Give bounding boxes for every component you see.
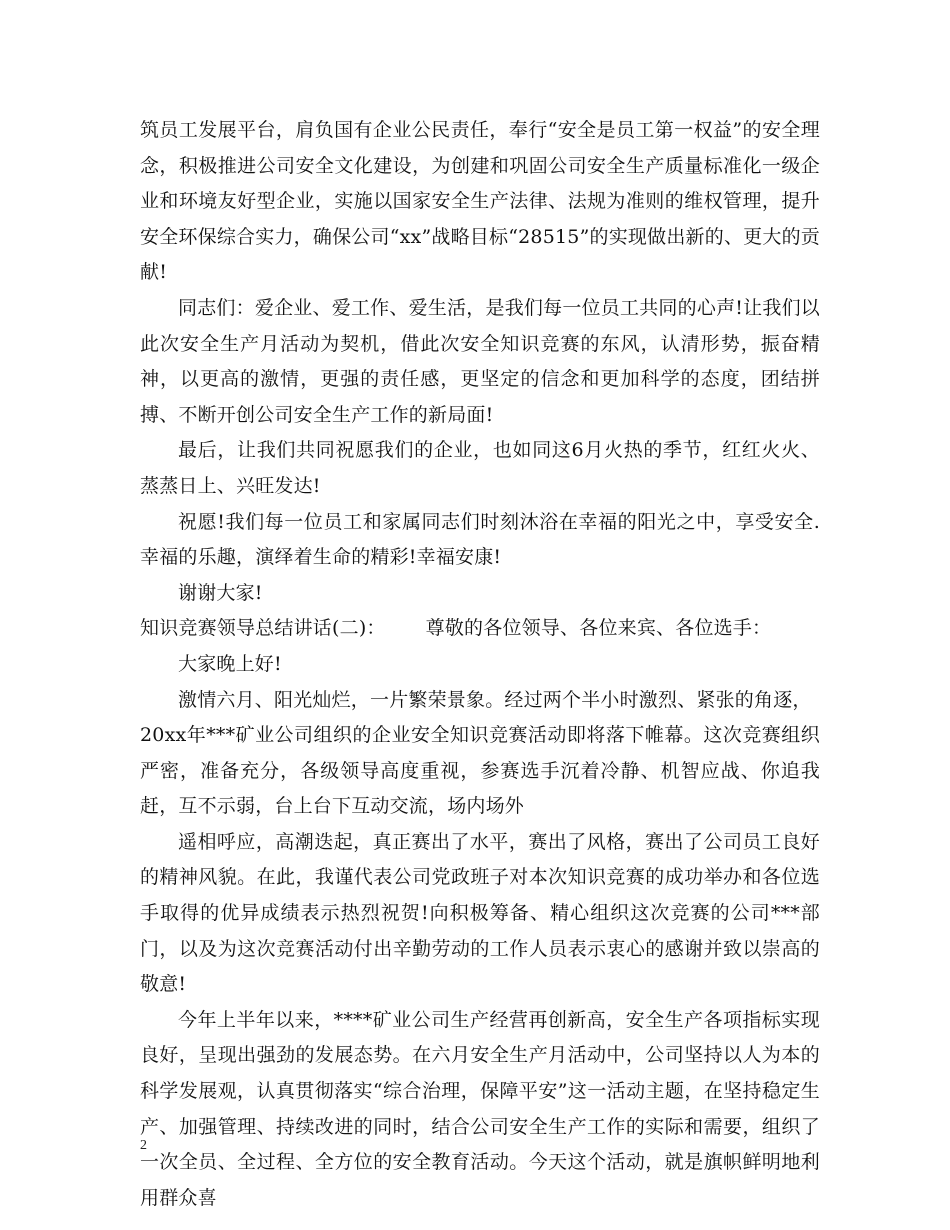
paragraph-comrades: 同志们：爱企业、爱工作、爱生活，是我们每一位员工共同的心声!让我们以此次安全生产月活动为契机，借此次安全知识竞赛的东风，认清形势，振奋精神，以更高的激情，更强的责任感，更坚定的信念和更加科学的态度，团结拼搏、不断开创公司安全生产工作的新局面! [140,296,820,426]
section-title: 知识竞赛领导总结讲话(二)： [140,617,386,640]
paragraph-june-passion: 激情六月、阳光灿烂，一片繁荣景象。经过两个半小时激烈、紧张的角逐， [178,688,812,711]
paragraph-finally: 最后，让我们共同祝愿我们的企业，也如同这6月火热的季节，红红火火、蒸蒸日上、兴旺发达! [140,439,820,497]
paragraph-congratulations: 遥相呼应，高潮迭起，真正赛出了水平，赛出了风格，赛出了公司员工良好的精神风貌。在此，我谨代表公司党政班子对本次知识竞赛的成功举办和各位选手取得的优异成绩表示热烈祝贺!向积极筹备、精心组织这次竞赛的公司***部门，以及为这次竞赛活动付出辛勤劳动的工作人员表示衷心的感谢并致以崇高的敬意! [140,830,820,996]
page-number: 2 [140,1138,147,1153]
paragraph-greeting: 大家晚上好! [178,652,282,675]
section-heading [140,611,820,647]
paragraph-thanks: 谢谢大家! [178,581,263,604]
section-salutation: 尊敬的各位领导、各位来宾、各位选手： [425,617,772,640]
paragraph-continued: 筑员工发展平台，肩负国有企业公民责任，奉行“安全是员工第一权益”的安全理念，积极推进公司安全文化建设，为创建和巩固公司安全生产质量标准化一级企业和环境友好型企业，实施以国家安全生产法律、法规为准则的维权管理，提升安全环保综合实力，确保公司“xx”战略目标“28515”的实现做出新的、更大的贡献! [140,119,820,284]
paragraph-wishes: 祝愿!我们每一位员工和家属同志们时刻沐浴在幸福的阳光之中，享受安全.幸福的乐趣，演绎着生命的精彩!幸福安康! [140,510,820,569]
document-body [140,113,820,1216]
paragraph-first-half-year: 今年上半年以来，****矿业公司生产经营再创新高，安全生产各项指标实现良好，呈现出强劲的发展态势。在六月安全生产月活动中，公司坚持以人为本的科学发展观，认真贯彻落实“综合治理，保障平安”这一活动主题，在坚持稳定生产、加强管理、持续改进的同时，结合公司安全生产工作的实际和需要，组织了一次全员、全过程、全方位的安全教育活动。今天这个活动，就是旗帜鲜明地利用群众喜 [140,1008,820,1209]
paragraph-competition-organized: 20xx年***矿业公司组织的企业安全知识竞赛活动即将落下帷幕。这次竞赛组织严密，准备充分，各级领导高度重视，参赛选手沉着冷静、机智应战、你追我赶，互不示弱，台上台下互动交流，场内场外 [140,724,820,818]
